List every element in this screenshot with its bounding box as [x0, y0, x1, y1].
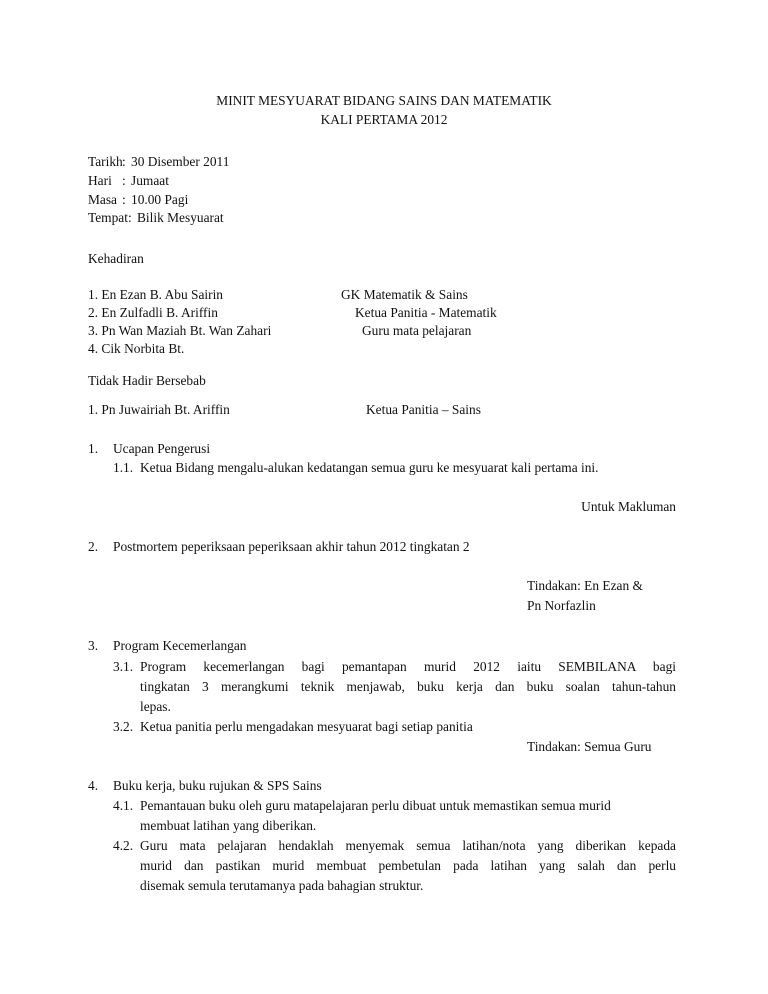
agenda-subitem-text: disemak semula terutamanya pada bahagian struktur. [140, 878, 424, 893]
agenda-item-number: 2. [88, 539, 99, 554]
agenda-item-action: Tindakan: Semua Guru [527, 739, 652, 754]
meta-place-value: Bilik Mesyuarat [137, 210, 224, 225]
attendee-name: 2. En Zulfadli B. Ariffin [88, 305, 218, 320]
agenda-item-number: 3. [88, 638, 99, 653]
agenda-subitem-text: lepas. [140, 699, 171, 714]
meta-day-value: Jumaat [131, 173, 169, 188]
agenda-subitem-number: 1.1. [113, 460, 134, 475]
attendance-heading: Kehadiran [88, 251, 144, 266]
agenda-item-number: 4. [88, 778, 99, 793]
document-title: MINIT MESYUARAT BIDANG SAINS DAN MATEMATIK [216, 93, 552, 108]
agenda-subitem-text: Pemantauan buku oleh guru matapelajaran perlu dibuat untuk memastikan semua murid [140, 798, 611, 813]
agenda-subitem-text: Ketua Bidang mengalu-alukan kedatangan semua guru ke mesyuarat kali pertama ini. [140, 460, 599, 475]
absent-heading: Tidak Hadir Bersebab [88, 373, 206, 388]
agenda-item-title: Postmortem peperiksaan peperiksaan akhir tahun 2012 tingkatan 2 [113, 539, 470, 554]
attendee-name: 4. Cik Norbita Bt. [88, 341, 185, 356]
agenda-subitem-text: Ketua panitia perlu mengadakan mesyuarat bagi setiap panitia [140, 719, 473, 734]
agenda-subitem-text: Program kecemerlangan bagi pemantapan murid 2012 iaitu SEMBILANA bagi [140, 659, 676, 674]
agenda-item-action: Pn Norfazlin [527, 598, 596, 613]
agenda-item-action: Untuk Makluman [581, 499, 676, 514]
meta-day-sep: : [122, 173, 126, 188]
meta-time-label: Masa [88, 192, 118, 207]
agenda-item-number: 1. [88, 441, 99, 456]
attendee-name: 1. En Ezan B. Abu Sairin [88, 287, 224, 302]
meta-date-sep: : [122, 154, 126, 169]
attendee-role: Guru mata pelajaran [362, 323, 472, 338]
agenda-subitem-number: 4.2. [113, 838, 134, 853]
attendee-name: 3. Pn Wan Maziah Bt. Wan Zahari [88, 323, 272, 338]
meta-date-label: Tarikh [88, 154, 123, 169]
agenda-item-title: Program Kecemerlangan [113, 638, 247, 653]
attendee-role: Ketua Panitia - Matematik [355, 305, 497, 320]
agenda-item-title: Ucapan Pengerusi [113, 441, 211, 456]
agenda-subitem-text: membuat latihan yang diberikan. [140, 818, 317, 833]
agenda-subitem-text: Guru mata pelajaran hendaklah menyemak semua latihan/nota yang diberikan kepada [140, 838, 676, 853]
attendee-role: GK Matematik & Sains [341, 287, 468, 302]
agenda-subitem-number: 4.1. [113, 798, 134, 813]
meta-date-value: 30 Disember 2011 [131, 154, 230, 169]
meta-time-sep: : [122, 192, 126, 207]
agenda-item-action: Tindakan: En Ezan & [527, 578, 643, 593]
absent-name: 1. Pn Juwairiah Bt. Ariffin [88, 402, 230, 417]
agenda-item-title: Buku kerja, buku rujukan & SPS Sains [113, 778, 322, 793]
agenda-subitem-text: tingkatan 3 merangkumi teknik menjawab, buku kerja dan buku soalan tahun-tahun [140, 679, 676, 694]
agenda-subitem-number: 3.1. [113, 659, 134, 674]
meta-day-label: Hari [88, 173, 112, 188]
absent-role: Ketua Panitia – Sains [366, 402, 481, 417]
agenda-subitem-number: 3.2. [113, 719, 134, 734]
agenda-subitem-text: murid dan pastikan murid membuat pembetulan pada latihan yang salah dan perlu [140, 858, 676, 873]
meta-place-label: Tempat: [88, 210, 132, 225]
meta-time-value: 10.00 Pagi [131, 192, 189, 207]
document-subtitle: KALI PERTAMA 2012 [320, 112, 448, 127]
